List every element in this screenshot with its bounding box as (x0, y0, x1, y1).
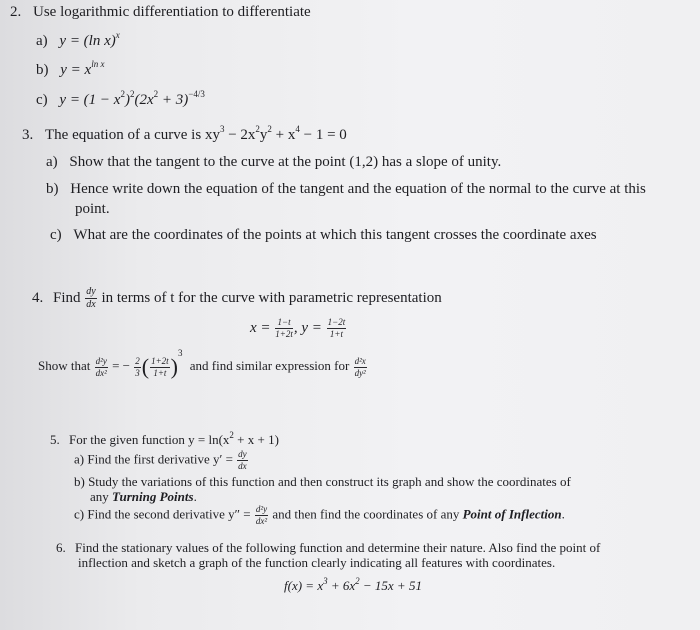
q5c-line (74, 505, 565, 526)
q5a-fraction (237, 450, 248, 471)
q2c-exp-1: 2 (120, 89, 125, 99)
q2c-expr-4: + 3) (158, 92, 189, 108)
q5a-line (74, 450, 249, 471)
q2c-label: c) (36, 92, 48, 108)
q4-x-den: 1+2t (275, 329, 293, 339)
q5c-text-end: . (561, 506, 565, 522)
q6-fx-3: − 15x + 51 (359, 578, 422, 593)
q4-x-eq: x = (250, 319, 271, 336)
q3-stem-exp-3: 2 (267, 124, 272, 134)
q6-function (284, 575, 422, 594)
q6-text-2: inflection and sketch a graph of the function clearly indicating all features with coordinates. (78, 555, 556, 570)
q5a-num: dy (238, 449, 247, 459)
q4-paren-exp: 3 (177, 347, 183, 358)
q2a-label: a) (36, 33, 48, 49)
q4-dx2: dx² (95, 367, 107, 378)
q4-y-den: 1+t (329, 329, 343, 339)
q5b-line-2 (90, 489, 197, 505)
q3-stem-1: The equation of a curve is xy (45, 127, 220, 143)
q3c-text: What are the coordinates of the points at which this tangent crosses the coordinate axes (73, 227, 597, 243)
q2a-line (36, 30, 120, 50)
q3-stem-exp-1: 3 (219, 124, 225, 134)
q4-dy2: dy² (354, 367, 366, 378)
q4-dx: dx (86, 299, 96, 310)
q4-coef-num: 2 (135, 355, 140, 366)
q4-paren-num: 1+2t (151, 355, 169, 366)
q3c-line (50, 227, 597, 244)
q5b-text-1: b) Study the variations of this function and then construct its graph and show the coordinates of (74, 474, 571, 489)
q4-x-num: 1−t (275, 318, 293, 329)
q4-eq: = − (112, 357, 130, 373)
q2-number: 2. (10, 4, 22, 20)
q2b-label: b) (36, 62, 49, 78)
q2b-line (36, 59, 105, 79)
q4-d2x: d²x (354, 355, 366, 366)
q2b-expr: y = x (60, 62, 92, 78)
q4-dy: dy (86, 286, 96, 297)
q5-stem-1: For the given function y = ln(x (69, 432, 230, 447)
q3b-text-1: Hence write down the equation of the tangent and the equation of the normal to the curve at this (70, 181, 646, 197)
q6-heading (56, 540, 600, 556)
q3b-label: b) (46, 181, 59, 197)
q4-paren-fraction (150, 357, 170, 378)
q5c-num: d²y (255, 504, 268, 514)
q5c-inflection: Point of Inflection (462, 506, 562, 522)
q4-right-paren: ) (170, 354, 178, 379)
q2b-exp: ln x (91, 59, 105, 69)
q4-d2y-fraction (95, 357, 108, 378)
q4-coef-den: 3 (135, 367, 140, 378)
q5b-turning-points: Turning Points (112, 489, 194, 504)
q3-stem-3: y (259, 127, 268, 143)
q5b-text-2-post: . (193, 489, 197, 504)
q4-y-num: 1−2t (327, 317, 346, 327)
q5-heading (50, 429, 279, 448)
q3-heading (22, 124, 347, 144)
q5c-fraction (255, 505, 268, 526)
q4-rest: in terms of t for the curve with parametric representation (101, 289, 442, 306)
q4-left-paren: ( (141, 354, 150, 379)
q5-stem-2: + x + 1) (233, 432, 279, 447)
q3a-text: Show that the tangent to the curve at the point (1,2) has a slope of unity. (69, 154, 502, 170)
q5c-text-2: and then find the coordinates of any (272, 506, 463, 522)
q4-parametric (250, 318, 347, 339)
q5b-text-2-pre: any (90, 489, 113, 504)
q4-find: Find (53, 289, 81, 306)
q5-number: 5. (50, 432, 60, 447)
q3-stem-5: − 1 = 0 (299, 127, 347, 143)
q3-stem-2: − 2x (224, 127, 256, 143)
q4-number: 4. (32, 289, 44, 306)
q3a-label: a) (46, 154, 58, 170)
q2c-exp-4: −4/3 (188, 89, 205, 99)
q3c-label: c) (50, 227, 62, 243)
q3-stem-exp-4: 4 (295, 124, 300, 134)
q2a-expr: y = (ln x) (59, 33, 116, 49)
q4-y-fraction (327, 318, 347, 339)
q4-tail: and find similar expression for (189, 357, 350, 373)
q3b-text-2: point. (75, 201, 110, 217)
q6-fx-exp-1: 3 (323, 575, 328, 586)
q4-dydx-fraction (85, 287, 96, 310)
q6-text-1: Find the stationary values of the following function and determine their nature. Also find the point of (75, 540, 601, 555)
q2c-expr-2: ) (124, 92, 130, 108)
q6-fx-exp-2: 2 (355, 575, 360, 586)
q2a-exp: x (115, 30, 120, 40)
q3-stem-exp-2: 2 (255, 124, 260, 134)
q2c-expr-3: (2x (134, 92, 154, 108)
q2-stem: Use logarithmic differentiation to differentiate (33, 4, 311, 20)
q3-stem-4: + x (271, 127, 296, 143)
q6-fx-2: + 6x (327, 578, 356, 593)
q2c-exp-3: 2 (153, 89, 159, 99)
q4-show-line (38, 347, 368, 380)
q4-y-eq: , y = (293, 319, 322, 336)
q3a-line (46, 154, 501, 171)
q2c-expr-1: y = (1 − x (59, 92, 121, 108)
q4-paren-den: 1+t (153, 367, 167, 378)
q4-d2y: d²y (95, 355, 107, 366)
q5a-text: a) Find the first derivative y′ = (74, 451, 233, 467)
q4-x-fraction (275, 318, 293, 339)
q2-heading (10, 4, 311, 21)
q2c-exp-2: 2 (129, 89, 135, 99)
q2c-line (36, 89, 205, 109)
q5c-den: dx² (255, 516, 268, 526)
q6-number: 6. (56, 540, 66, 555)
q4-heading (32, 287, 442, 310)
q5c-text-1: c) Find the second derivative y″ = (74, 506, 251, 522)
q4-show: Show that (38, 357, 91, 373)
q4-d2x-fraction (354, 357, 367, 378)
q5a-den: dx (238, 461, 247, 471)
q3-number: 3. (22, 127, 34, 143)
q6-fx-1: f(x) = x (284, 578, 324, 593)
q5-stem-exp: 2 (229, 429, 234, 440)
q4-coef-fraction (134, 357, 141, 378)
q3b-line (46, 181, 646, 198)
